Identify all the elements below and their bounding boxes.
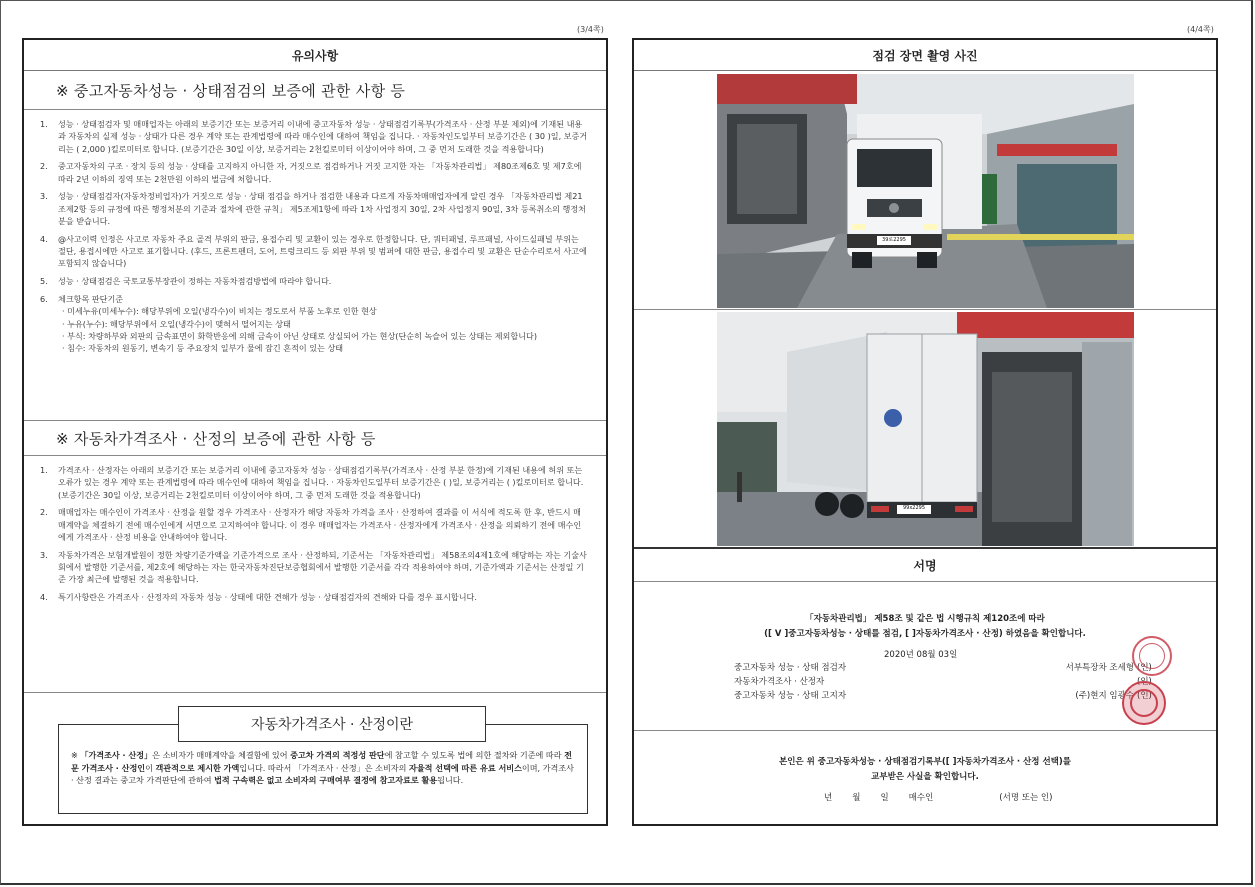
item-text: 성능 · 상태점검자 및 매매업자는 아래의 보증기간 또는 보증거리 이내에 중고자동차 성능 · 상태점검기록부(가격조사 · 산정 부분 제외)에 기재된 내용과 자동차의 실제 성능 · 상태가 다른 경우 계약 또는 관계법령에 따라 매수인에 대하여 책임을 집니다. · 자동차인도일부터 보증기간은 ( 30 )일, 보증거리는 ( 2,000 )킬로미터로 합니다. (보증기간은 30일 이상, 보증거리는 2천킬로미터 이상이어야 하며, 그 중 먼저 도래한 것을 적용합니다): [58, 119, 588, 154]
buyer-sign-line: [824, 791, 1052, 803]
list-item: [38, 190, 588, 227]
divider: [24, 692, 606, 693]
item-number: 6.: [40, 294, 48, 305]
license-plate-text: 99x2295: [902, 505, 926, 511]
item-number: 1.: [40, 119, 48, 129]
receipt-confirm-line2: 교부받은 사실을 확인합니다.: [871, 772, 979, 782]
sign-date: 2020년 08월 03일: [884, 650, 958, 660]
signer-name: 서부특장차 조세형: [1065, 663, 1134, 673]
divider: [634, 309, 1216, 310]
inspection-photo-front: [717, 74, 1134, 308]
item-text: 체크항목 판단기준: [58, 294, 124, 305]
list-item: [38, 233, 588, 270]
item-text: 매매업자는 매수인이 가격조사 · 산정을 원할 경우 가격조사 · 산정자가 해당 자동차 가격을 조사 · 산정하여 결과를 이 서식에 적도록 한 후, 반드시 매매계약을 체결하기 전에 매수인에게 서면으로 고지하여야 합니다. 이 경우 매매업자는 가격조사 · 산정자에게 가격조사 · 산정을 의뢰하기 전에 매수인에게 가격조사 · 산정 비용을 안내하여야 합니다.: [58, 507, 582, 542]
inspection-photo-rear: [717, 312, 1134, 546]
sign-statement-line2: ([ V ]중고자동차성능 · 상태를 점검, [ ]자동차가격조사 · 산정) 하였음을 확인합니다.: [764, 629, 1086, 639]
divider: [634, 581, 1216, 582]
price-info-text: ※ 「가격조사 · 산정」은 소비자가 매매계약을 체결함에 있어 중고차 가격의 적정성 판단에 참고할 수 있도록 법에 의한 절차와 기준에 따라 전문 가격조사 · 산정인이 객관적으로 제시한 가액입니다. 따라서 「가격조사 · 산정」은 소비자의 자율적 선택에 따른 유료 서비스이며, 가격조사 · 산정 결과는 중고차 가격판단에 관하여 법적 구속력은 없고 소비자의 구매여부 결정에 참고자료로 활용됩니다.: [71, 750, 574, 785]
divider: [634, 730, 1216, 731]
item-number: 3.: [40, 191, 48, 202]
section1-items: [24, 110, 606, 420]
year-label: 년: [824, 793, 833, 803]
criteria-item: · 누유(누수): 해당부위에서 오일(냉각수)이 맺혀서 떨어지는 상태: [62, 318, 291, 329]
sign-header: 서명: [913, 558, 937, 573]
month-label: 월: [852, 793, 861, 803]
notes-panel: [22, 38, 608, 826]
item-number: 4.: [40, 233, 48, 244]
criteria-item: · 침수: 자동차의 원동기, 변속기 등 주요장치 일부가 물에 잠긴 흔적이 있는 상태: [62, 343, 344, 354]
item-text: 특기사항란은 가격조사 · 산정자의 자동차 성능 · 상태에 대한 견해가 성능 · 상태점검자의 견해와 다를 경우 표시합니다.: [58, 592, 477, 603]
item-number: 1.: [40, 465, 48, 475]
buyer-sign-suffix: (서명 또는 인): [999, 793, 1053, 803]
list-item: [38, 118, 588, 155]
sign-statement-line1: 「자동차관리법」 제58조 및 같은 법 시행규칙 제120조에 따라: [805, 614, 1045, 624]
item-number: 2.: [40, 161, 48, 172]
list-item: [38, 160, 588, 185]
item-number: 4.: [40, 592, 48, 603]
page-number-left: (3/4쪽): [577, 25, 604, 34]
item-text: 자동차가격은 보험개발원이 정한 차량기준가액을 기준가격으로 조사 · 산정하되, 기준서는 「자동차관리법」 제58조의4제1호에 해당하는 자는 기술사회에서 발행한 기준서를, 제2호에 해당하는 자는 한국자동차진단보증협회에서 발행한 기준서를 각각 적용하여야 하며, 기준가액과 기준서는 산정일 기준 가장 최근에 발행된 것을 적용합니다.: [58, 549, 587, 585]
item-text: 성능 · 상태점검자(자동차정비업자)가 거짓으로 성능 · 상태 점검을 하거나 점검한 내용과 다르게 자동차매매업자에게 알린 경우 「자동차관리법 제21조제2항 등의 규정에 따른 행정처분의 기준과 절차에 관한 규칙」 제5조제1항에 따라 1차 사업정지 30일, 2차 사업정지 90일, 3차 등록취소의 행정처분을 받습니다.: [58, 191, 587, 227]
signer-role-label: 자동차가격조사 · 산정자: [734, 677, 825, 687]
representative-seal-stamp: [1122, 681, 1166, 725]
buyer-label: 매수인: [908, 793, 934, 803]
section1-title: ※ 중고자동차성능 · 상태점검의 보증에 관한 사항 등: [24, 71, 606, 110]
list-item: [38, 506, 588, 543]
seal-suffix: (인): [1137, 691, 1152, 701]
company-seal-stamp: [1132, 636, 1172, 676]
item-number: 2.: [40, 507, 48, 518]
signer-name: (주)현지 임광수: [1075, 691, 1134, 701]
item-text: 중고자동차의 구조 · 장치 등의 성능 · 상태를 고지하지 아니한 자, 거짓으로 점검하거나 거짓 고지한 자는 「자동차관리법」 제80조제6호 및 제7호에 따라 2년 이하의 징역 또는 2천만원 이하의 벌금에 처합니다.: [58, 161, 582, 184]
item-text: @사고이력 인정은 사고로 자동차 주요 골격 부위의 판금, 용접수리 및 교환이 있는 경우로 한정합니다. 단, 쿼터패널, 루프패널, 사이드실패널 부위는 절단, 용접시에만 사고로 표기합니다. (후드, 프론트펜더, 도어, 트렁크리드 등 외판 부위 및 범퍼에 대한 판금, 용접수리 및 교환은 단순수리로서 사고에 포함되지 않습니다): [58, 233, 587, 269]
item-text: 성능 · 상태점검은 국토교통부장관이 정하는 자동차점검방법에 따라야 합니다.: [58, 276, 332, 287]
seal-suffix: (인): [1137, 677, 1152, 687]
receipt-confirm-line1: 본인은 위 중고자동차성능 · 상태점검기록부([ ]자동차가격조사 · 산정 선택)를: [778, 757, 1071, 767]
item-number: 3.: [40, 549, 48, 560]
list-item: [38, 549, 588, 586]
section2-items: [24, 456, 606, 672]
criteria-item: · 부식: 차량하부와 외판의 금속표면이 화학반응에 의해 금속이 아닌 상태로 상실되어 가는 현상(단순히 녹슬어 있는 상태는 제외합니다): [62, 330, 537, 341]
list-item: [38, 293, 588, 354]
signer-role-label: 중고자동차 성능 · 상태 점검자: [734, 663, 847, 673]
photo-header: 점검 장면 촬영 사진: [634, 40, 1216, 71]
list-item: [38, 275, 588, 287]
photo-sign-panel: [632, 38, 1218, 826]
price-info-title: 자동차가격조사 · 산정이란: [178, 706, 486, 742]
seal-suffix: (인): [1137, 663, 1152, 673]
notes-header: 유의사항: [24, 40, 606, 71]
signer-role-label: 중고자동차 성능 · 상태 고지자: [734, 691, 847, 701]
section2-title: ※ 자동차가격조사 · 산정의 보증에 관한 사항 등: [24, 420, 606, 456]
list-item: [38, 464, 588, 501]
item-number: 5.: [40, 276, 48, 287]
list-item: [38, 591, 588, 603]
criteria-item: · 미세누유(미세누수): 해당부위에 오일(냉각수)이 비치는 정도로서 부품 노후로 인한 현상: [62, 306, 377, 317]
license-plate-text: 39로2295: [882, 237, 906, 243]
page-number-right: (4/4쪽): [1187, 25, 1214, 34]
day-label: 일: [880, 793, 889, 803]
item-text: 가격조사 · 산정자는 아래의 보증기간 또는 보증거리 이내에 중고자동차 성능 · 상태점검기록부(가격조사 · 산정 부분 한정)에 기재된 내용에 허위 또는 오류가 있는 경우 계약 또는 관계법령에 따라 매수인에 대하여 책임을 집니다. · 자동차인도일부터 보증기간은 ( )일, 보증거리는 ( )킬로미터로 합니다. (보증기간은 30일 이상, 보증거리는 2천킬로미터 이상이어야 하며, 그 중 먼저 도래한 것을 적용합니다): [58, 465, 584, 500]
